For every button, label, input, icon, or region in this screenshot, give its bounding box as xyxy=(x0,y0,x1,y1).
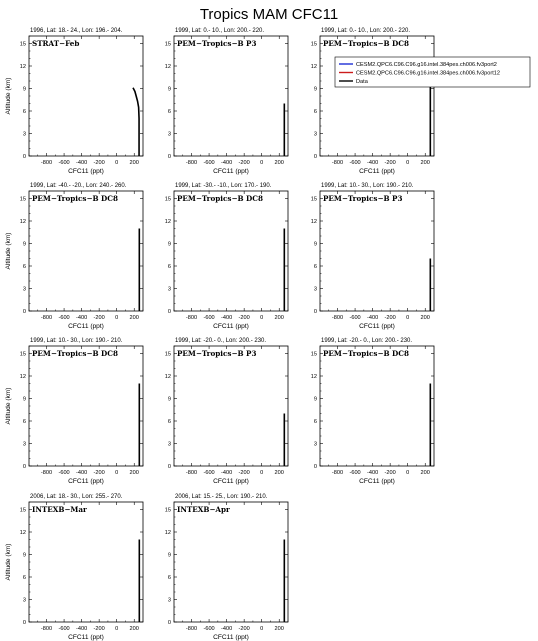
x-tick-label: 200 xyxy=(420,315,430,321)
panel-header: 1999, Lat: -30.- -10., Lon: 170.- 190. xyxy=(175,183,272,189)
campaign-label: PEM−Tropics−B DC8 xyxy=(177,194,263,203)
y-tick-label: 12 xyxy=(310,374,317,380)
x-tick-label: -600 xyxy=(203,626,215,632)
chart-panel xyxy=(165,494,288,641)
x-tick-label: -400 xyxy=(221,626,233,632)
x-tick-label: -800 xyxy=(331,315,344,321)
plot-frame xyxy=(29,36,143,156)
campaign-label: INTEXB−Apr xyxy=(177,505,230,514)
x-tick-label: 0 xyxy=(260,470,264,476)
x-tick-label: -400 xyxy=(367,315,379,321)
x-tick-label: -200 xyxy=(384,315,396,321)
figure-title: Tropics MAM CFC11 xyxy=(199,6,339,23)
x-tick-label: 0 xyxy=(115,470,119,476)
y-tick-label: 12 xyxy=(310,219,317,225)
x-tick-label: -400 xyxy=(76,160,88,166)
x-tick-label: -200 xyxy=(93,315,105,321)
y-tick-label: 0 xyxy=(167,154,171,160)
plot-frame xyxy=(174,36,288,156)
y-tick-label: 0 xyxy=(313,154,317,160)
x-tick-label: -200 xyxy=(384,160,396,166)
y-tick-label: 3 xyxy=(22,286,26,293)
y-tick-label: 9 xyxy=(22,241,26,248)
x-tick-label: -400 xyxy=(76,315,88,321)
y-tick-label: 3 xyxy=(313,286,317,293)
y-tick-label: 6 xyxy=(167,419,171,425)
x-tick-label: -800 xyxy=(185,315,198,321)
x-axis-label: CFC11 (ppt) xyxy=(213,323,249,330)
x-tick-label: -800 xyxy=(331,160,344,166)
y-axis-label: Altitude (km) xyxy=(5,77,12,115)
plot-frame xyxy=(320,36,434,156)
panel-header: 1999, Lat: 10.- 30., Lon: 190.- 210. xyxy=(321,183,414,189)
y-axis-label: Altitude (km) xyxy=(5,543,12,581)
x-tick-label: -600 xyxy=(58,470,70,476)
panel-header: 2006, Lat: 15.- 25., Lon: 190.- 210. xyxy=(175,494,268,500)
chart-panel xyxy=(311,338,434,485)
y-tick-label: 0 xyxy=(167,309,171,315)
campaign-label: PEM−Tropics−B DC8 xyxy=(32,194,118,203)
x-tick-label: -400 xyxy=(367,470,379,476)
x-tick-label: -600 xyxy=(58,160,70,166)
y-tick-label: 0 xyxy=(167,464,171,470)
y-tick-label: 9 xyxy=(313,86,317,93)
chart-panel xyxy=(165,338,288,485)
x-tick-label: 200 xyxy=(274,315,284,321)
x-axis-label: CFC11 (ppt) xyxy=(359,168,395,175)
y-tick-label: 12 xyxy=(19,374,26,380)
campaign-label: PEM−Tropics−B DC8 xyxy=(323,349,409,358)
x-tick-label: -400 xyxy=(367,160,379,166)
x-tick-label: -600 xyxy=(203,315,215,321)
y-tick-label: 12 xyxy=(164,219,171,225)
y-tick-label: 3 xyxy=(167,131,171,138)
x-tick-label: -800 xyxy=(40,470,53,476)
x-axis-label: CFC11 (ppt) xyxy=(213,168,249,175)
x-axis-label: CFC11 (ppt) xyxy=(68,478,104,485)
x-tick-label: 0 xyxy=(406,315,410,321)
y-tick-label: 15 xyxy=(19,196,26,203)
x-axis-label: CFC11 (ppt) xyxy=(68,634,104,641)
y-tick-label: 15 xyxy=(310,41,317,48)
campaign-label: INTEXB−Mar xyxy=(32,505,87,514)
campaign-label: PEM−Tropics−B P3 xyxy=(177,39,257,48)
y-tick-label: 6 xyxy=(167,109,171,115)
x-tick-label: 0 xyxy=(406,470,410,476)
x-tick-label: -800 xyxy=(185,470,198,476)
y-tick-label: 6 xyxy=(22,109,26,115)
y-tick-label: 0 xyxy=(167,620,171,626)
legend-label: CESM2.QPC6.C96.C96.g16.intel.384pes.ch006.fv3port12 xyxy=(356,70,500,77)
y-tick-label: 9 xyxy=(167,552,171,559)
chart-panel xyxy=(165,28,288,175)
x-tick-label: 0 xyxy=(406,160,410,166)
plot-frame xyxy=(174,346,288,466)
x-tick-label: -600 xyxy=(203,160,215,166)
plot-frame xyxy=(320,346,434,466)
y-tick-label: 0 xyxy=(22,464,26,470)
y-tick-label: 6 xyxy=(313,419,317,425)
x-tick-label: -600 xyxy=(58,626,70,632)
x-tick-label: -200 xyxy=(238,315,250,321)
x-tick-label: -800 xyxy=(185,160,198,166)
plot-frame xyxy=(29,502,143,622)
x-tick-label: -600 xyxy=(349,315,361,321)
x-tick-label: 200 xyxy=(274,470,284,476)
plot-frame xyxy=(320,191,434,311)
x-tick-label: -200 xyxy=(93,470,105,476)
y-tick-label: 0 xyxy=(22,309,26,315)
y-tick-label: 12 xyxy=(19,219,26,225)
x-tick-label: -400 xyxy=(76,626,88,632)
y-tick-label: 12 xyxy=(310,64,317,70)
y-tick-label: 15 xyxy=(164,507,171,514)
campaign-label: PEM−Tropics−B P3 xyxy=(177,349,257,358)
chart-panel xyxy=(5,28,143,175)
y-tick-label: 6 xyxy=(22,419,26,425)
x-tick-label: -600 xyxy=(349,160,361,166)
y-tick-label: 6 xyxy=(313,109,317,115)
x-tick-label: -600 xyxy=(349,470,361,476)
x-tick-label: 200 xyxy=(129,160,139,166)
y-tick-label: 0 xyxy=(22,620,26,626)
plot-frame xyxy=(29,346,143,466)
x-tick-label: -200 xyxy=(238,160,250,166)
y-tick-label: 15 xyxy=(310,351,317,358)
y-tick-label: 12 xyxy=(164,374,171,380)
y-tick-label: 3 xyxy=(22,131,26,138)
plot-frame xyxy=(174,191,288,311)
x-tick-label: 200 xyxy=(420,470,430,476)
x-tick-label: -800 xyxy=(331,470,344,476)
y-tick-label: 15 xyxy=(19,507,26,514)
y-tick-label: 12 xyxy=(164,530,171,536)
y-tick-label: 9 xyxy=(167,86,171,93)
x-tick-label: 0 xyxy=(260,160,264,166)
x-tick-label: 200 xyxy=(274,160,284,166)
x-axis-label: CFC11 (ppt) xyxy=(213,478,249,485)
x-tick-label: -200 xyxy=(93,160,105,166)
panel-header: 1999, Lat: 0.- 10., Lon: 200.- 220. xyxy=(175,28,265,34)
y-tick-label: 9 xyxy=(313,241,317,248)
panel-header: 1999, Lat: -20.- 0., Lon: 200.- 230. xyxy=(175,338,267,344)
panel-header: 1996, Lat: 18.- 24., Lon: 196.- 204. xyxy=(30,28,123,34)
x-tick-label: -200 xyxy=(93,626,105,632)
plot-frame xyxy=(29,191,143,311)
y-tick-label: 15 xyxy=(19,351,26,358)
chart-panel xyxy=(5,338,143,485)
x-tick-label: 200 xyxy=(129,470,139,476)
x-tick-label: -400 xyxy=(221,470,233,476)
x-tick-label: -600 xyxy=(203,470,215,476)
y-tick-label: 3 xyxy=(167,597,171,604)
plot-frame xyxy=(174,502,288,622)
x-tick-label: 200 xyxy=(129,315,139,321)
campaign-label: PEM−Tropics−B DC8 xyxy=(32,349,118,358)
y-tick-label: 0 xyxy=(313,309,317,315)
y-tick-label: 15 xyxy=(310,196,317,203)
y-tick-label: 12 xyxy=(19,530,26,536)
x-axis-label: CFC11 (ppt) xyxy=(213,634,249,641)
legend-label: Data xyxy=(356,79,368,85)
x-axis-label: CFC11 (ppt) xyxy=(68,168,104,175)
x-tick-label: 0 xyxy=(260,315,264,321)
legend xyxy=(335,57,530,87)
y-tick-label: 6 xyxy=(167,264,171,270)
x-tick-label: -800 xyxy=(40,315,53,321)
panel-header: 2006, Lat: 18.- 30., Lon: 255.- 270. xyxy=(30,494,123,500)
y-tick-label: 9 xyxy=(167,396,171,403)
y-tick-label: 0 xyxy=(22,154,26,160)
y-tick-label: 6 xyxy=(167,575,171,581)
campaign-label: PEM−Tropics−B DC8 xyxy=(323,39,409,48)
y-tick-label: 9 xyxy=(313,396,317,403)
y-tick-label: 9 xyxy=(167,241,171,248)
y-tick-label: 3 xyxy=(22,441,26,448)
chart-panel xyxy=(165,183,288,330)
x-axis-label: CFC11 (ppt) xyxy=(359,478,395,485)
x-tick-label: 200 xyxy=(420,160,430,166)
x-tick-label: -200 xyxy=(238,626,250,632)
panel-header: 1999, Lat: 0.- 10., Lon: 200.- 220. xyxy=(321,28,411,34)
y-tick-label: 12 xyxy=(19,64,26,70)
legend-label: CESM2.QPC6.C96.C96.g16.intel.384pes.ch006.fv3port2 xyxy=(356,62,497,68)
x-tick-label: -400 xyxy=(76,470,88,476)
panel-header: 1999, Lat: -20.- 0., Lon: 200.- 230. xyxy=(321,338,413,344)
chart-panel xyxy=(5,183,143,330)
x-tick-label: -800 xyxy=(185,626,198,632)
chart-panel xyxy=(5,494,143,641)
x-tick-label: 0 xyxy=(260,626,264,632)
y-tick-label: 12 xyxy=(164,64,171,70)
panel-header: 1999, Lat: -40.- -20., Lon: 240.- 260. xyxy=(30,183,127,189)
y-tick-label: 6 xyxy=(22,264,26,270)
x-tick-label: 0 xyxy=(115,160,119,166)
chart-panel xyxy=(311,28,434,175)
y-tick-label: 3 xyxy=(167,286,171,293)
y-tick-label: 3 xyxy=(313,131,317,138)
x-tick-label: 0 xyxy=(115,626,119,632)
x-tick-label: 0 xyxy=(115,315,119,321)
y-axis-label: Altitude (km) xyxy=(5,387,12,425)
x-tick-label: 200 xyxy=(129,626,139,632)
x-axis-label: CFC11 (ppt) xyxy=(68,323,104,330)
x-tick-label: -800 xyxy=(40,626,53,632)
x-tick-label: -800 xyxy=(40,160,53,166)
x-tick-label: 200 xyxy=(274,626,284,632)
y-tick-label: 15 xyxy=(19,41,26,48)
campaign-label: STRAT−Feb xyxy=(32,39,80,48)
x-tick-label: -400 xyxy=(221,315,233,321)
series-line-data xyxy=(133,88,139,156)
x-axis-label: CFC11 (ppt) xyxy=(359,323,395,330)
x-tick-label: -400 xyxy=(221,160,233,166)
y-tick-label: 3 xyxy=(313,441,317,448)
y-tick-label: 6 xyxy=(313,264,317,270)
y-tick-label: 9 xyxy=(22,86,26,93)
y-tick-label: 3 xyxy=(22,597,26,604)
x-tick-label: -200 xyxy=(238,470,250,476)
y-tick-label: 15 xyxy=(164,41,171,48)
y-tick-label: 6 xyxy=(22,575,26,581)
panel-header: 1999, Lat: 10.- 30., Lon: 190.- 210. xyxy=(30,338,123,344)
x-tick-label: -200 xyxy=(384,470,396,476)
chart-panel xyxy=(311,183,434,330)
y-tick-label: 9 xyxy=(22,552,26,559)
y-tick-label: 15 xyxy=(164,196,171,203)
y-tick-label: 9 xyxy=(22,396,26,403)
x-tick-label: -600 xyxy=(58,315,70,321)
y-tick-label: 0 xyxy=(313,464,317,470)
panel-grid xyxy=(5,28,434,641)
y-axis-label: Altitude (km) xyxy=(5,232,12,270)
y-tick-label: 3 xyxy=(167,441,171,448)
campaign-label: PEM−Tropics−B P3 xyxy=(323,194,403,203)
y-tick-label: 15 xyxy=(164,351,171,358)
